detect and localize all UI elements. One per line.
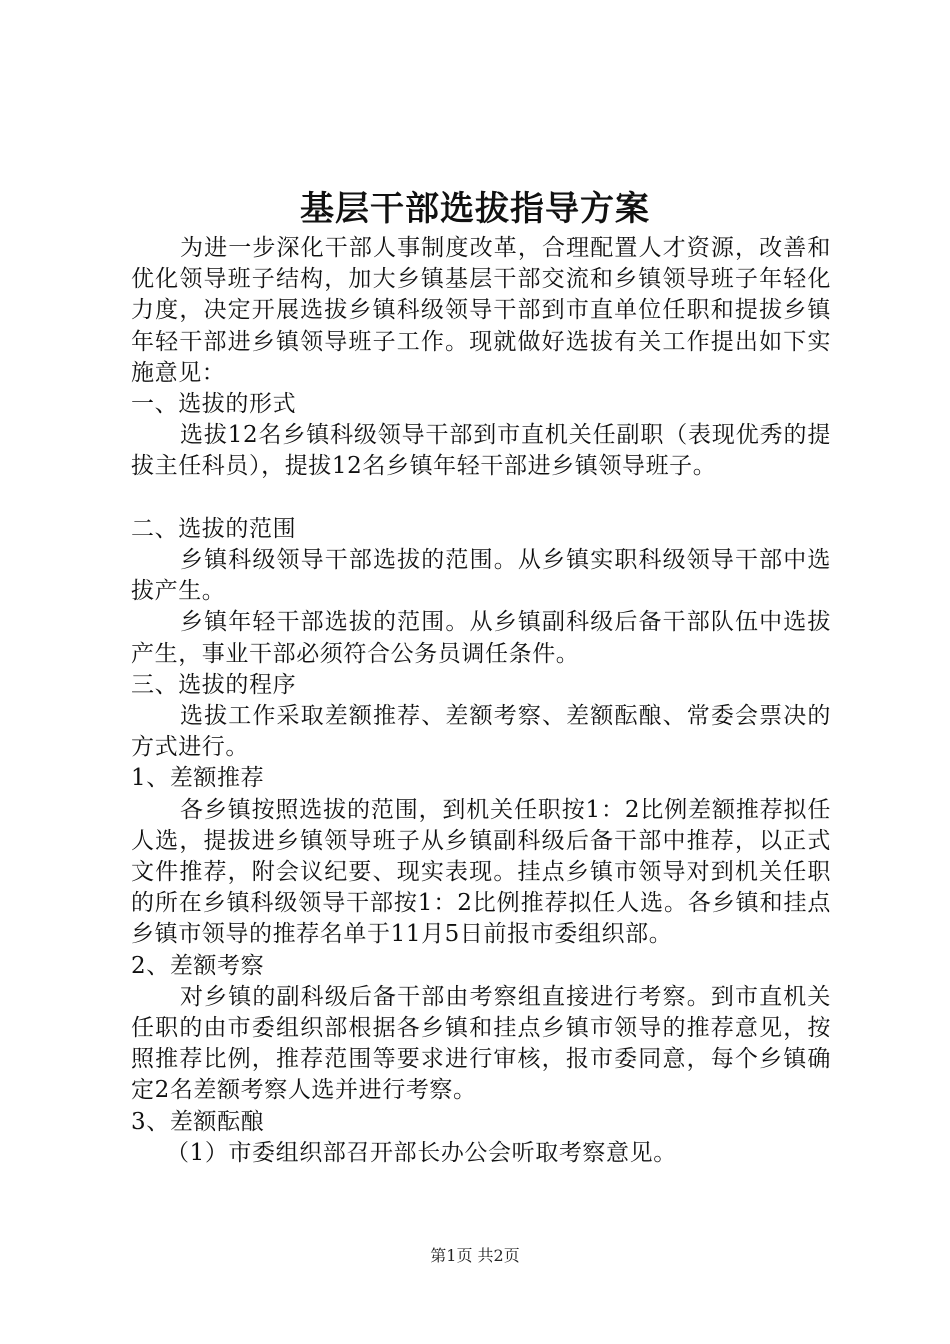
subheading-inspect: 2、差额考察 xyxy=(131,952,265,979)
section-heading-procedure: 三、选拔的程序 xyxy=(131,671,297,698)
page-footer: 第1页 共2页 xyxy=(430,1246,520,1265)
subheading-recommend: 1、差额推荐 xyxy=(131,765,265,792)
subheading-deliberate: 3、差额酝酿 xyxy=(131,1108,265,1135)
deliberate-paragraph: （1）市委组织部召开部长办公会听取考察意见。 xyxy=(166,1139,677,1166)
intro-paragraph: 为进一步深化干部人事制度改革，合理配置人才资源，改善和优化领导班子结构，加大乡镇基层干部交流和乡镇领导班子年轻化力度，决定开展选拔乡镇科级领导干部到市直单位任职和提拔乡镇年轻干部进乡镇领导班子工作。现就做好选拔有关工作提出如下实施意见： xyxy=(131,235,831,386)
document-title: 基层干部选拔指导方案 xyxy=(300,189,650,229)
inspect-paragraph: 对乡镇的副科级后备干部由考察组直接进行考察。到市直机关任职的由市委组织部根据各乡镇和挂点乡镇市领导的推荐意见，按照推荐比例，推荐范围等要求进行审核，报市委同意，每个乡镇确定2名差额考察人选并进行考察。 xyxy=(131,983,831,1104)
section-heading-scope: 二、选拔的范围 xyxy=(131,515,297,542)
document-body xyxy=(131,233,831,1169)
scope-paragraph-2: 乡镇年轻干部选拔的范围。从乡镇副科级后备干部队伍中选拔产生，事业干部必须符合公务员调任条件。 xyxy=(131,609,831,667)
recommend-paragraph: 各乡镇按照选拔的范围，到机关任职按1：2比例差额推荐拟任人选，提拔进乡镇领导班子从乡镇副科级后备干部中推荐，以正式文件推荐，附会议纪要、现实表现。挂点乡镇市领导对到机关任职的所在乡镇科级领导干部按1：2比例推荐拟任人选。各乡镇和挂点乡镇市领导的推荐名单于11月5日前报市委组织部。 xyxy=(131,796,831,948)
section-heading-form: 一、选拔的形式 xyxy=(131,391,297,418)
blank-line xyxy=(131,483,831,514)
procedure-paragraph: 选拔工作采取差额推荐、差额考察、差额酝酿、常委会票决的方式进行。 xyxy=(131,703,831,761)
form-paragraph: 选拔12名乡镇科级领导干部到市直机关任副职（表现优秀的提拔主任科员），提拔12名乡镇年轻干部进乡镇领导班子。 xyxy=(131,422,831,480)
scope-paragraph-1: 乡镇科级领导干部选拔的范围。从乡镇实职科级领导干部中选拔产生。 xyxy=(131,547,831,605)
